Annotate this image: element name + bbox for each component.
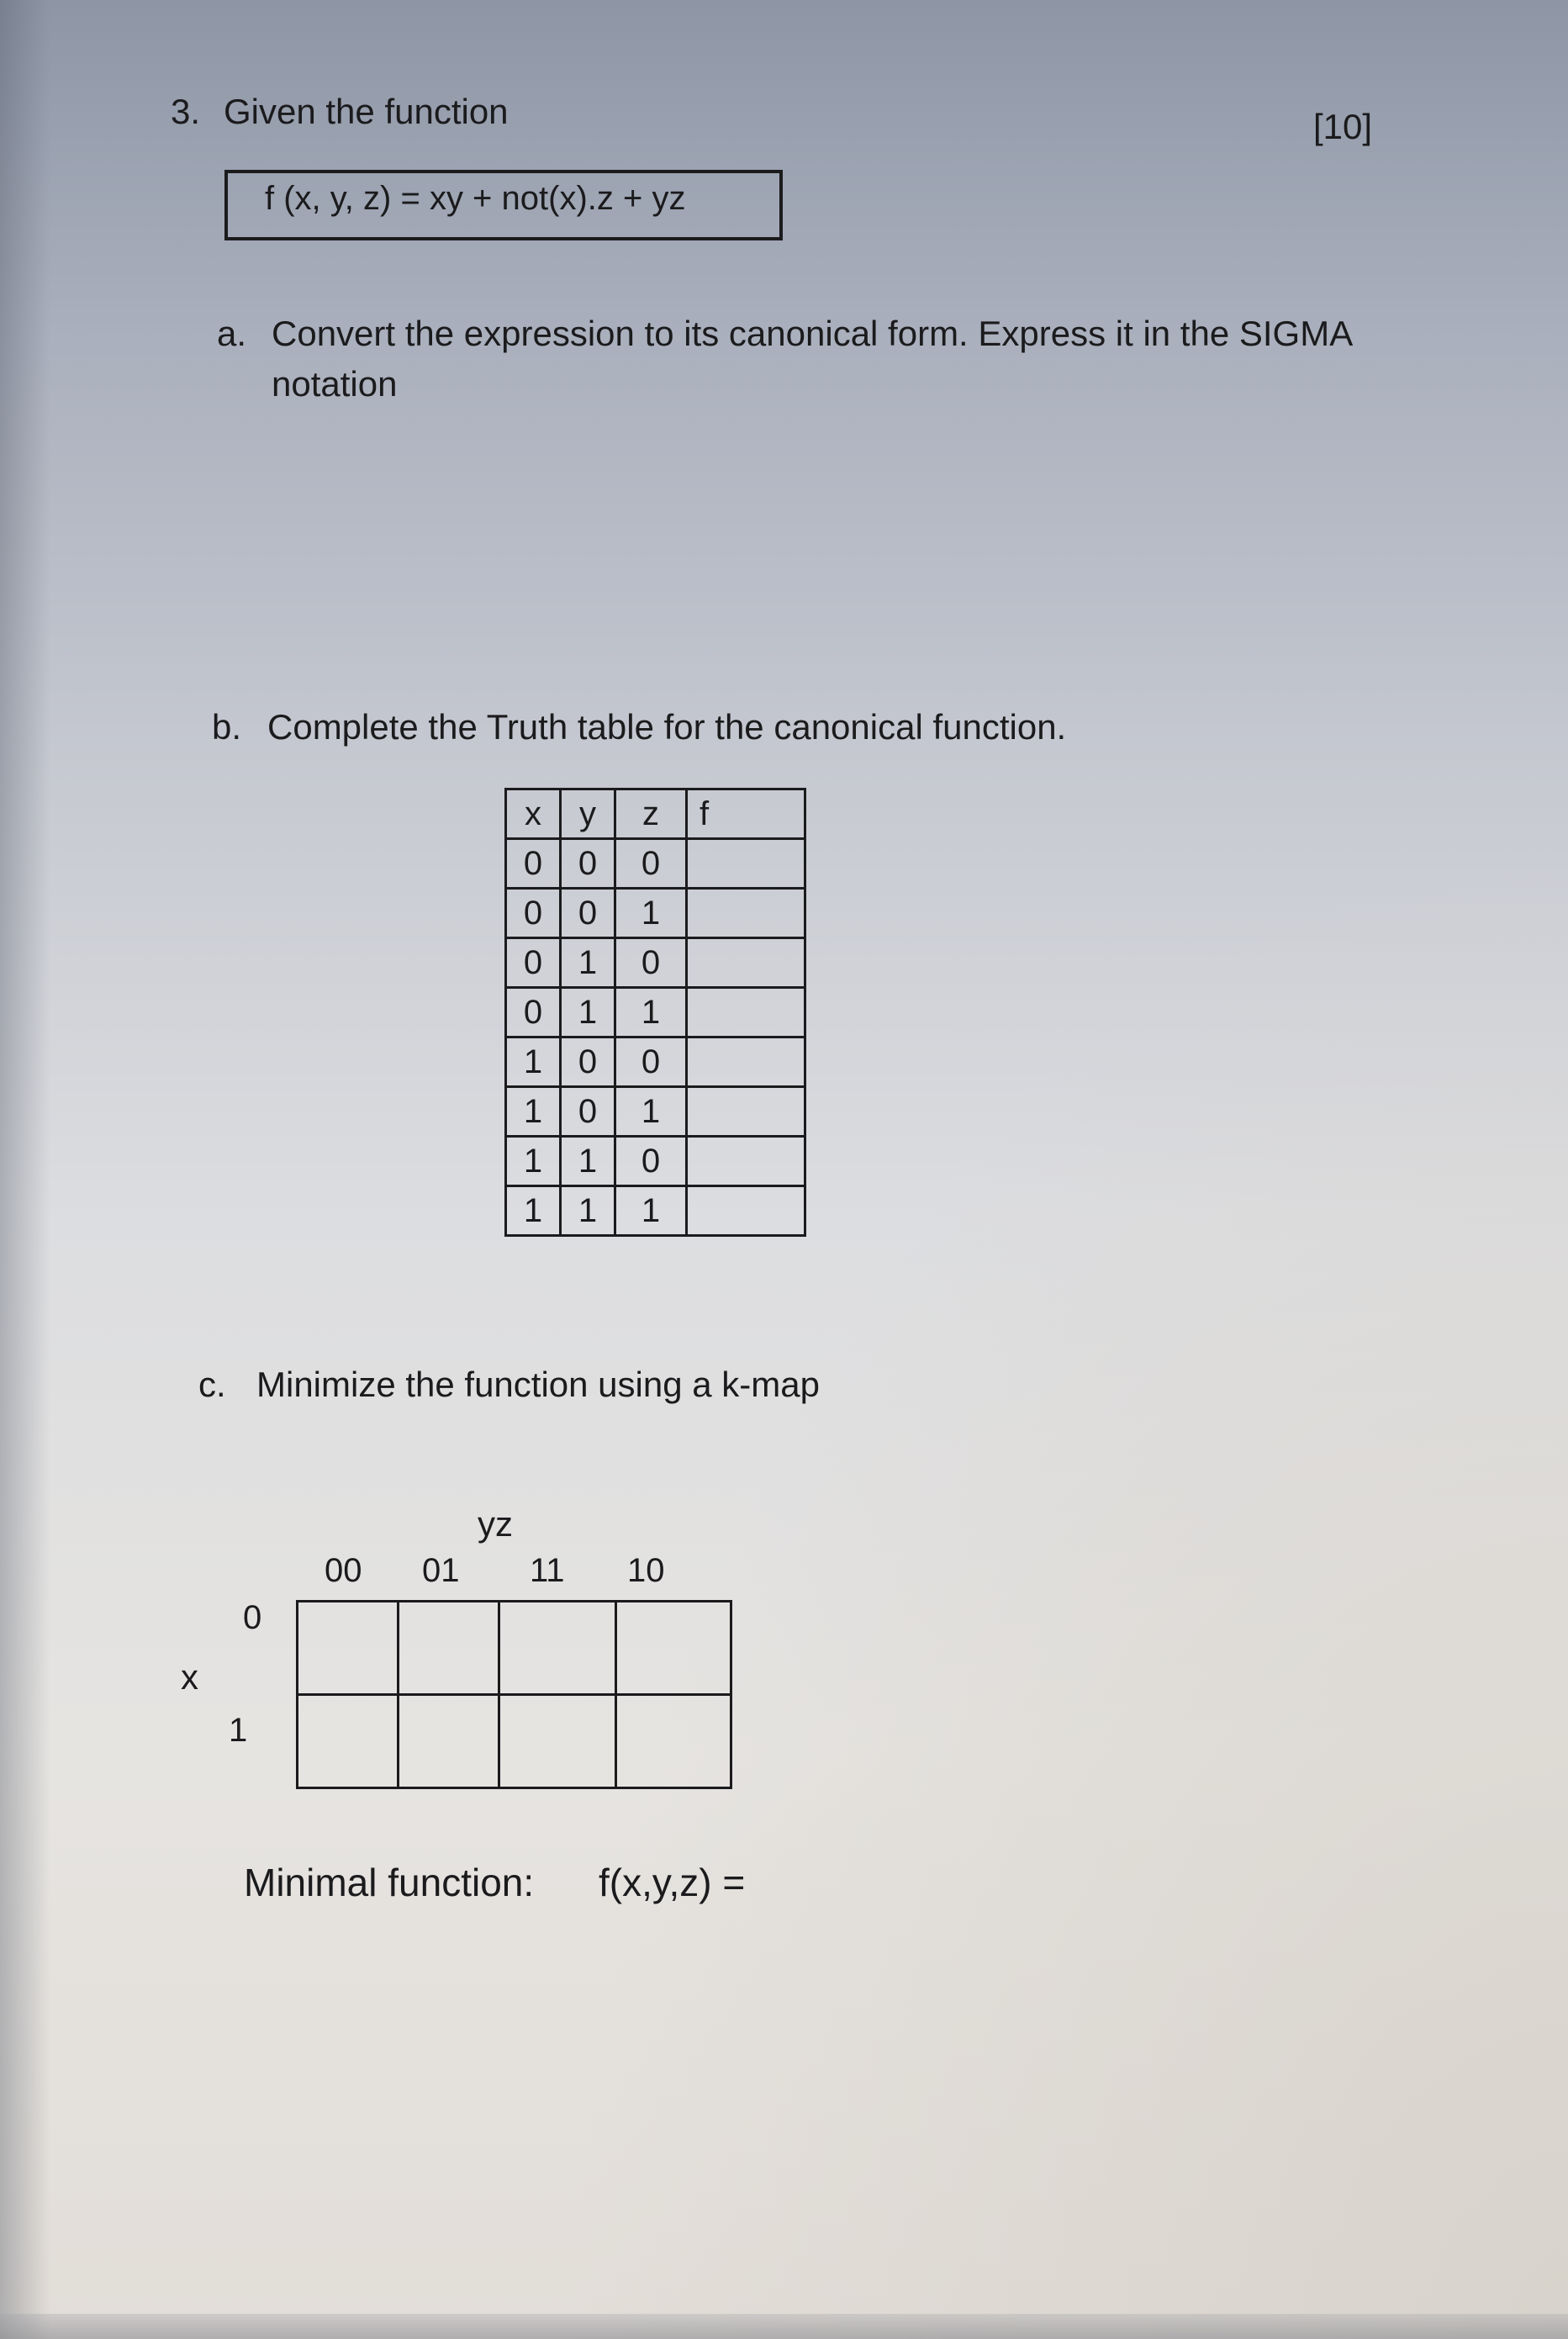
cell-z: 0 bbox=[615, 1038, 687, 1087]
kmap-col-label-11: 11 bbox=[530, 1552, 565, 1589]
minimal-function-label: Minimal function: bbox=[244, 1861, 535, 1904]
kmap-row bbox=[298, 1695, 731, 1788]
kmap-grid bbox=[296, 1600, 732, 1789]
cell-x: 1 bbox=[506, 1087, 561, 1137]
kmap-col-label-10: 10 bbox=[627, 1552, 665, 1589]
kmap-col-label-00: 00 bbox=[325, 1552, 362, 1589]
cell-x: 1 bbox=[506, 1038, 561, 1087]
cell-y: 1 bbox=[561, 988, 615, 1038]
cell-f[interactable] bbox=[687, 889, 805, 938]
part-b-label: b. bbox=[212, 707, 242, 747]
cell-x: 0 bbox=[506, 938, 561, 988]
question-marks: [10] bbox=[1313, 107, 1373, 146]
cell-z: 1 bbox=[615, 988, 687, 1038]
formula-box bbox=[224, 170, 783, 240]
table-row bbox=[506, 1186, 805, 1236]
cell-x: 1 bbox=[506, 1137, 561, 1186]
cell-f[interactable] bbox=[687, 988, 805, 1038]
cell-f[interactable] bbox=[687, 1137, 805, 1186]
cell-y: 0 bbox=[561, 839, 615, 889]
part-c-label: c. bbox=[198, 1365, 226, 1404]
kmap-cell[interactable] bbox=[616, 1602, 731, 1695]
part-a-line2: notation bbox=[272, 364, 398, 404]
kmap-row-label-0: 0 bbox=[243, 1599, 262, 1636]
kmap-cell[interactable] bbox=[298, 1695, 399, 1788]
kmap-cell[interactable] bbox=[499, 1695, 616, 1788]
cell-y: 1 bbox=[561, 938, 615, 988]
cell-f[interactable] bbox=[687, 1038, 805, 1087]
formula-text: f (x, y, z) = xy + not(x).z + yz bbox=[265, 180, 686, 217]
cell-f[interactable] bbox=[687, 938, 805, 988]
kmap-cell[interactable] bbox=[616, 1695, 731, 1788]
cell-x: 0 bbox=[506, 889, 561, 938]
header-x: x bbox=[506, 789, 561, 839]
page-shadow bbox=[0, 0, 50, 2339]
table-row bbox=[506, 938, 805, 988]
cell-y: 0 bbox=[561, 1038, 615, 1087]
question-number: 3. bbox=[171, 92, 201, 131]
part-c-text: Minimize the function using a k-map bbox=[256, 1365, 820, 1404]
cell-x: 0 bbox=[506, 839, 561, 889]
kmap-cell[interactable] bbox=[399, 1602, 499, 1695]
cell-z: 1 bbox=[615, 1186, 687, 1236]
kmap-row-label-1: 1 bbox=[229, 1712, 248, 1749]
truth-table-header-row bbox=[506, 789, 805, 839]
kmap-cell[interactable] bbox=[399, 1695, 499, 1788]
kmap-cell[interactable] bbox=[298, 1602, 399, 1695]
kmap-row bbox=[298, 1602, 731, 1695]
cell-z: 0 bbox=[615, 938, 687, 988]
kmap-col-var: yz bbox=[478, 1504, 513, 1544]
header-y: y bbox=[561, 789, 615, 839]
cell-z: 0 bbox=[615, 1137, 687, 1186]
cell-y: 0 bbox=[561, 889, 615, 938]
header-f: f bbox=[687, 789, 805, 839]
cell-z: 1 bbox=[615, 1087, 687, 1137]
part-a-line1: Convert the expression to its canonical form. Express it in the SIGMA bbox=[272, 314, 1354, 353]
table-row bbox=[506, 1038, 805, 1087]
table-row bbox=[506, 988, 805, 1038]
question-intro: Given the function bbox=[224, 92, 509, 131]
cell-f[interactable] bbox=[687, 1186, 805, 1236]
kmap-row-var: x bbox=[181, 1657, 198, 1697]
header-z: z bbox=[615, 789, 687, 839]
kmap-col-label-01: 01 bbox=[422, 1552, 460, 1589]
minimal-function-expr[interactable]: f(x,y,z) = bbox=[599, 1861, 746, 1904]
table-row bbox=[506, 839, 805, 889]
table-row bbox=[506, 1087, 805, 1137]
kmap-cell[interactable] bbox=[499, 1602, 616, 1695]
part-b-text: Complete the Truth table for the canonical function. bbox=[267, 707, 1067, 747]
table-row bbox=[506, 889, 805, 938]
cell-y: 1 bbox=[561, 1137, 615, 1186]
page-bottom-edge bbox=[0, 2314, 1568, 2339]
part-a-label: a. bbox=[217, 314, 247, 353]
cell-x: 0 bbox=[506, 988, 561, 1038]
cell-x: 1 bbox=[506, 1186, 561, 1236]
table-row bbox=[506, 1137, 805, 1186]
cell-f[interactable] bbox=[687, 839, 805, 889]
cell-z: 1 bbox=[615, 889, 687, 938]
cell-z: 0 bbox=[615, 839, 687, 889]
cell-f[interactable] bbox=[687, 1087, 805, 1137]
truth-table bbox=[504, 788, 806, 1237]
cell-y: 1 bbox=[561, 1186, 615, 1236]
cell-y: 0 bbox=[561, 1087, 615, 1137]
